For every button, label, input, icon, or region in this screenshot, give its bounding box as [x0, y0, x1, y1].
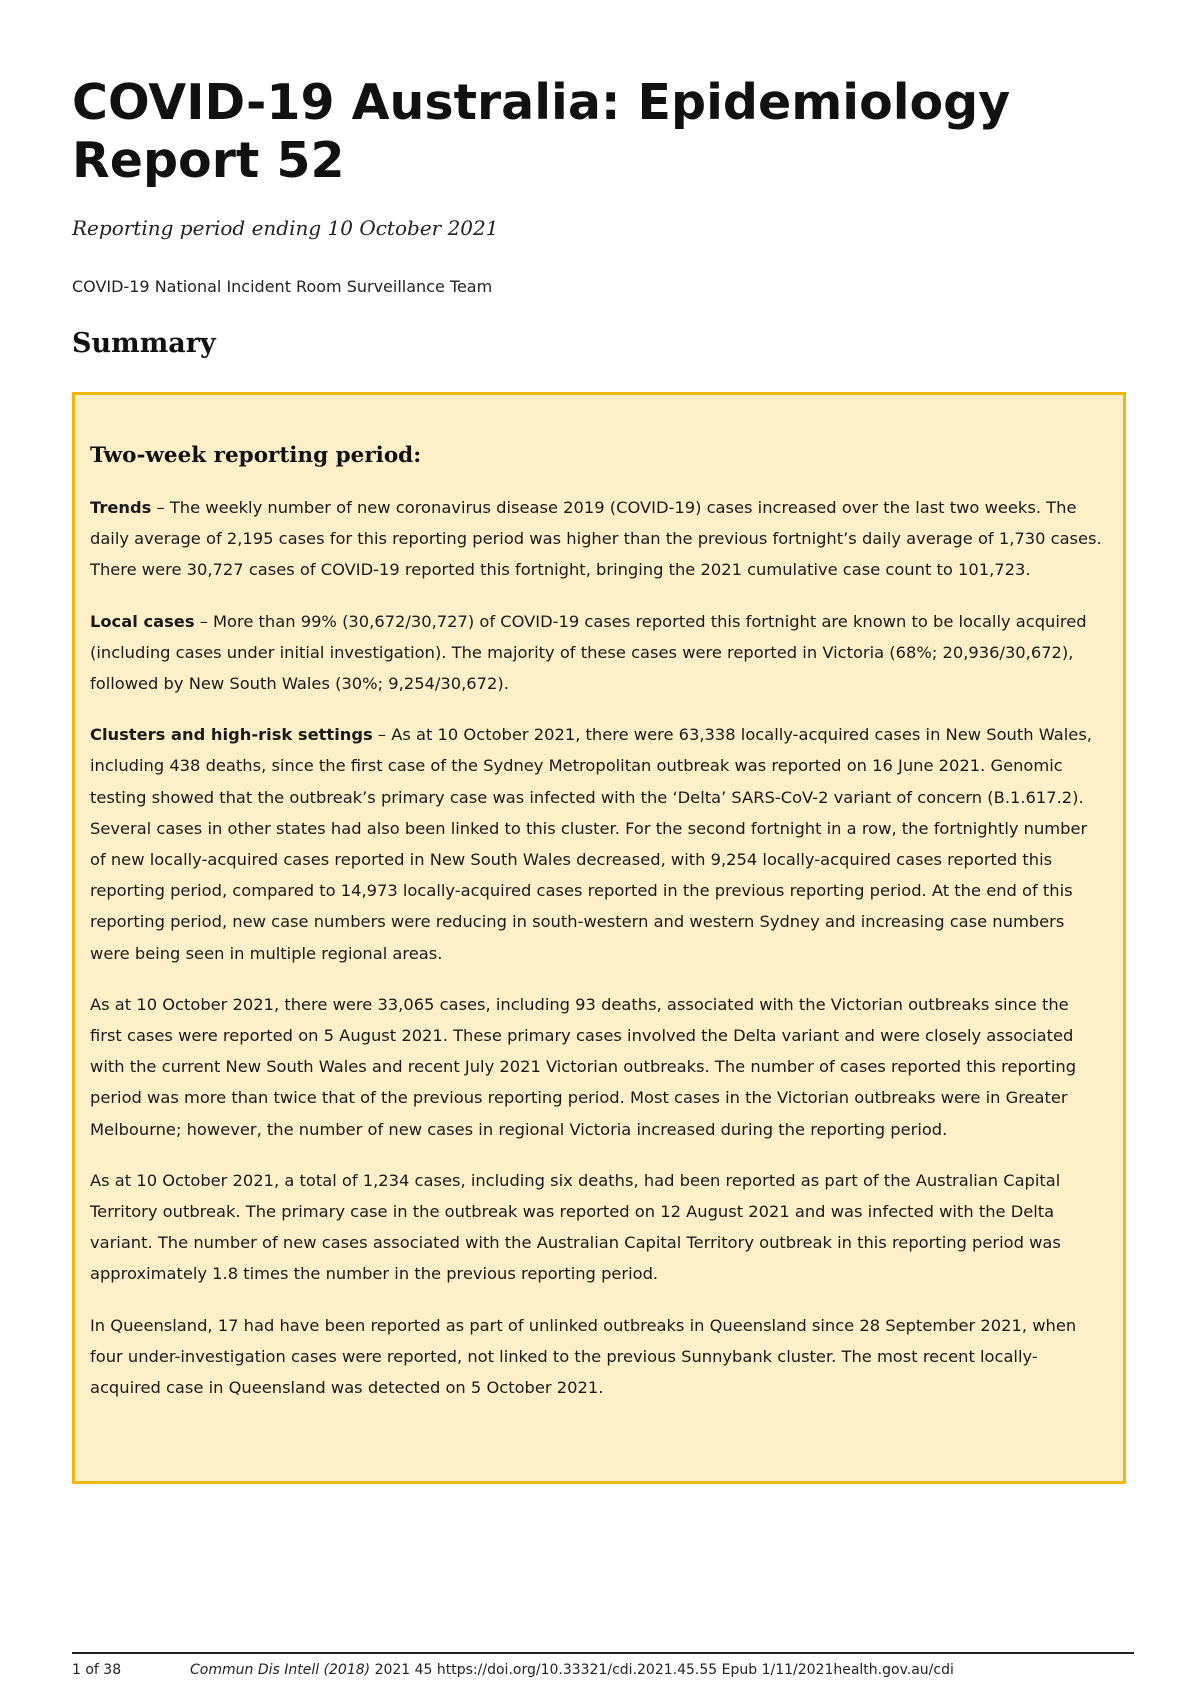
act-paragraph [90, 1165, 1103, 1290]
reporting-period-subtitle: Reporting period ending 10 October 2021 [72, 216, 499, 240]
author-line: COVID-19 National Incident Room Surveillance Team [72, 277, 493, 296]
footer-divider [72, 1652, 1134, 1654]
summary-heading: Summary [72, 328, 216, 359]
paragraph-label: Trends [90, 498, 152, 517]
summary-box-heading: Two-week reporting period: [90, 443, 422, 468]
local-cases-paragraph [90, 606, 1103, 700]
paragraph-label: Clusters and high-risk settings [90, 725, 373, 745]
clusters-paragraph [90, 719, 1103, 969]
report-title: COVID-19 Australia: Epidemiology Report 52 [72, 74, 1011, 189]
page-number: 1 of 38 [72, 1662, 122, 1678]
victoria-paragraph [90, 989, 1103, 1145]
paragraph-text: – The weekly number of new coronavirus disease 2019 (COVID-19) cases increased over the last two weeks. The daily average of 2,195 cases for this reporting period was higher than the previous fortnight’s daily average of 1,730 cases. There were 30,727 cases of COVID-19 reported this fortnight, bringing the 2021 cumulative case count to 101,723. [90, 498, 1102, 580]
queensland-paragraph [90, 1310, 1103, 1404]
paragraph-text: In Queensland, 17 had have been reported as part of unlinked outbreaks in Queensland since 28 September 2021, when four under-investigation cases were reported, not linked to the previous Sunnybank cluster. The most recent locally-acquired case in Queensland was detected on 5 October 2021. [90, 1315, 1077, 1398]
citation-details: 2021 45 https://doi.org/10.33321/cdi.2021.45.55 Epub 1/11/2021health.gov.au/cdi [370, 1662, 954, 1678]
summary-box [72, 392, 1126, 1484]
journal-name: Commun Dis Intell (2018) [190, 1662, 371, 1678]
paragraph-text: – As at 10 October 2021, there were 63,338 locally-acquired cases in New South Wales, including 438 deaths, since the first case of the Sydney Metropolitan outbreak was reported on 16 June 2021. Genomic testing showed that the outbreak’s primary case was infected with the ‘Delta’ SARS-CoV-2 variant of concern (B.1.617.2). Several cases in other states had also been linked to this cluster. For the second fortnight in a row, the fortnightly number of new locally-acquired cases reported in New South Wales decreased, with 9,254 locally-acquired cases reported this reporting period, compared to 14,973 locally-acquired cases reported in the previous reporting period. At the end of this reporting period, new case numbers were reducing in south-western and western Sydney and increasing case numbers were being seen in multiple regional areas. [90, 725, 1092, 963]
footer-citation [190, 1662, 954, 1678]
paragraph-text: As at 10 October 2021, there were 33,065 cases, including 93 deaths, associated with the Victorian outbreaks since the first cases were reported on 5 August 2021. These primary cases involved the Delta variant and were closely associated with the current New South Wales and recent July 2021 Victorian outbreaks. The number of cases reported this reporting period was more than twice that of the previous reporting period. Most cases in the Victorian outbreaks were in Greater Melbourne; however, the number of new cases in regional Victoria increased during the reporting period. [90, 994, 1077, 1139]
paragraph-text: As at 10 October 2021, a total of 1,234 cases, including six deaths, had been reported as part of the Australian Capital Territory outbreak. The primary case in the outbreak was reported on 12 August 2021 and was infected with the Delta variant. The number of new cases associated with the Australian Capital Territory outbreak in this reporting period was approximately 1.8 times the number in the previous reporting period. [90, 1170, 1061, 1284]
trends-paragraph [90, 492, 1103, 586]
paragraph-text: – More than 99% (30,672/30,727) of COVID-19 cases reported this fortnight are known to be locally acquired (including cases under initial investigation). The majority of these cases were reported in Victoria (68%; 20,936/30,672), followed by New South Wales (30%; 9,254/30,672). [90, 611, 1087, 694]
paragraph-label: Local cases [90, 611, 195, 631]
